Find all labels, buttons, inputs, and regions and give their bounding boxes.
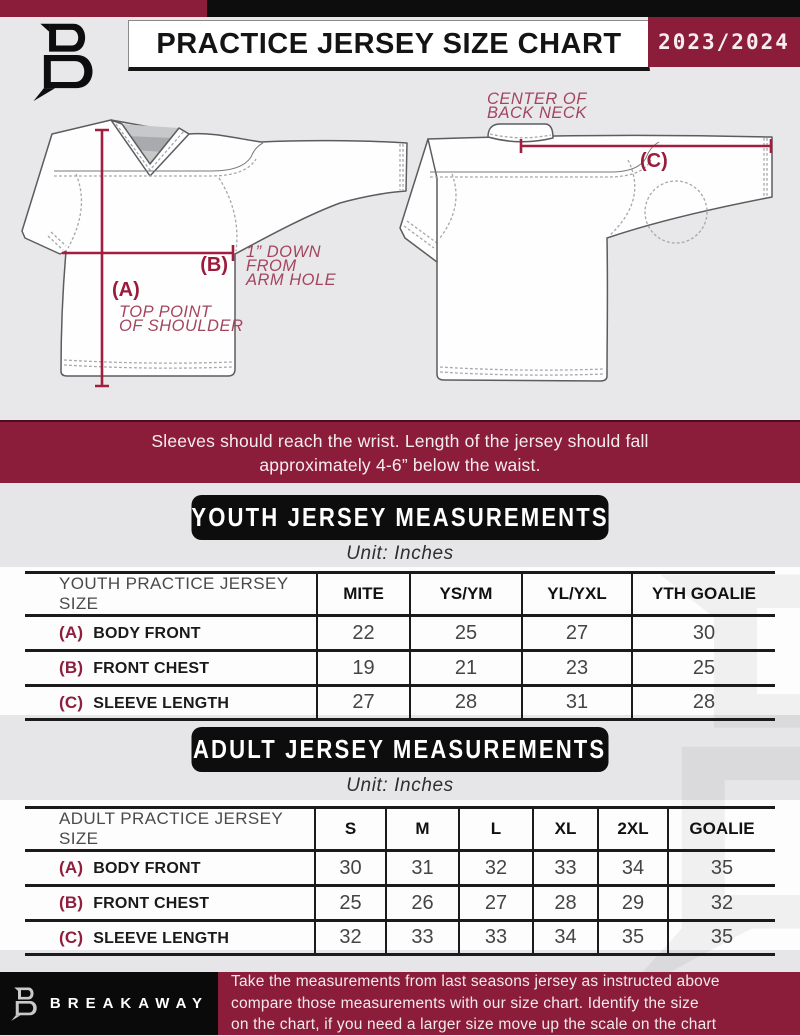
cell-value: 19 [317, 651, 410, 686]
row-key: (C) [59, 692, 84, 712]
col-yth-goalie: YTH GOALIE [632, 573, 775, 616]
row-key: (A) [59, 858, 84, 877]
table-row [25, 651, 775, 686]
row-label: FRONT CHEST [93, 660, 210, 677]
row-label: BODY FRONT [93, 860, 201, 877]
cell-value: 25 [410, 616, 522, 651]
cell-value: 28 [632, 686, 775, 720]
cell-value: 25 [315, 886, 386, 921]
cell-value: 28 [533, 886, 598, 921]
row-key: (B) [59, 893, 84, 912]
row-label: FRONT CHEST [93, 895, 210, 912]
adult-table-title: ADULT PRACTICE JERSEY SIZE [59, 809, 283, 848]
cell-value: 27 [317, 686, 410, 720]
adult-section-header [192, 727, 609, 772]
cell-value: 22 [317, 616, 410, 651]
label-c-line1: CENTER OF [487, 90, 587, 108]
cell-value: 34 [598, 851, 668, 886]
footer [0, 972, 800, 1035]
label-c-line2: BACK NECK [487, 104, 587, 122]
cell-value: 21 [410, 651, 522, 686]
row-label: SLEEVE LENGTH [93, 694, 230, 712]
col-ys-ym: YS/YM [410, 573, 522, 616]
season-label: 2023/2024 [658, 30, 790, 54]
fit-note-line1: Sleeves should reach the wrist. Length of the jersey should fall [151, 430, 649, 451]
label-b-line1: 1” DOWN [246, 243, 321, 261]
row-key: (B) [59, 658, 84, 677]
cell-value: 33 [386, 921, 459, 955]
cell-value: 27 [522, 616, 632, 651]
label-b-line2: FROM [246, 257, 297, 275]
col-m: M [386, 808, 459, 851]
jersey-back-diagram [400, 90, 772, 381]
adult-heading: ADULT JERSEY MEASUREMENTS [193, 734, 607, 764]
youth-table-title: YOUTH PRACTICE JERSEY SIZE [59, 574, 289, 613]
table-row [25, 616, 775, 651]
season-badge [648, 17, 800, 67]
table-header-row [25, 573, 775, 616]
table-row [25, 886, 775, 921]
adult-unit-label: Unit: Inches [346, 775, 454, 796]
table-row [25, 851, 775, 886]
label-b-line3: ARM HOLE [246, 271, 337, 289]
footer-line2: compare those measurements with our size chart. Identify the size [231, 994, 699, 1012]
cell-value: 33 [459, 921, 533, 955]
page-title-box [128, 20, 650, 71]
label-b-key: (B) [200, 254, 228, 276]
cell-value: 35 [668, 851, 775, 886]
label-a-line2: OF SHOULDER [119, 317, 244, 335]
cell-value: 32 [668, 886, 775, 921]
footer-brand-block [0, 972, 218, 1035]
cell-value: 28 [410, 686, 522, 720]
cell-value: 32 [315, 921, 386, 955]
col-xl: XL [533, 808, 598, 851]
table-header-row [25, 808, 775, 851]
label-c-key: (C) [640, 150, 668, 172]
top-strip-black [207, 0, 800, 17]
cell-value: 31 [522, 686, 632, 720]
adult-size-table [25, 806, 775, 956]
col-goalie: GOALIE [668, 808, 775, 851]
table-row [25, 921, 775, 955]
row-key: (C) [59, 927, 84, 947]
footer-instructions [218, 972, 800, 1035]
label-a-key: (A) [112, 279, 140, 301]
cell-value: 34 [533, 921, 598, 955]
cell-value: 25 [632, 651, 775, 686]
cell-value: 35 [668, 921, 775, 955]
youth-heading: YOUTH JERSEY MEASUREMENTS [191, 502, 609, 532]
col-mite: MITE [317, 573, 410, 616]
youth-size-table [25, 571, 775, 721]
cell-value: 33 [533, 851, 598, 886]
row-label: SLEEVE LENGTH [93, 929, 230, 947]
youth-unit-label: Unit: Inches [346, 543, 454, 564]
jersey-front-diagram [22, 120, 407, 386]
top-strip-maroon [0, 0, 207, 17]
table-row [25, 686, 775, 720]
jersey-diagrams [0, 68, 800, 420]
footer-line1: Take the measurements from last seasons jersey as instructed above [231, 973, 720, 991]
row-label: BODY FRONT [93, 625, 201, 642]
label-a-line1: TOP POINT [119, 303, 212, 321]
cell-value: 23 [522, 651, 632, 686]
page-title: PRACTICE JERSEY SIZE CHART [156, 27, 622, 60]
col-2xl: 2XL [598, 808, 668, 851]
fit-note-line2: approximately 4-6” below the waist. [259, 454, 541, 475]
col-l: L [459, 808, 533, 851]
cell-value: 29 [598, 886, 668, 921]
fit-note-banner [0, 420, 800, 483]
cell-value: 30 [632, 616, 775, 651]
cell-value: 31 [386, 851, 459, 886]
cell-value: 27 [459, 886, 533, 921]
col-yl-yxl: YL/YXL [522, 573, 632, 616]
youth-section-header [192, 495, 609, 540]
row-key: (A) [59, 623, 84, 642]
cell-value: 32 [459, 851, 533, 886]
footer-line3: on the chart, if you need a larger size move up the scale on the chart [231, 1016, 717, 1034]
col-s: S [315, 808, 386, 851]
cell-value: 35 [598, 921, 668, 955]
breakaway-logo-icon [9, 986, 39, 1022]
footer-brand-name: BREAKAWAY [49, 995, 210, 1012]
cell-value: 30 [315, 851, 386, 886]
cell-value: 26 [386, 886, 459, 921]
